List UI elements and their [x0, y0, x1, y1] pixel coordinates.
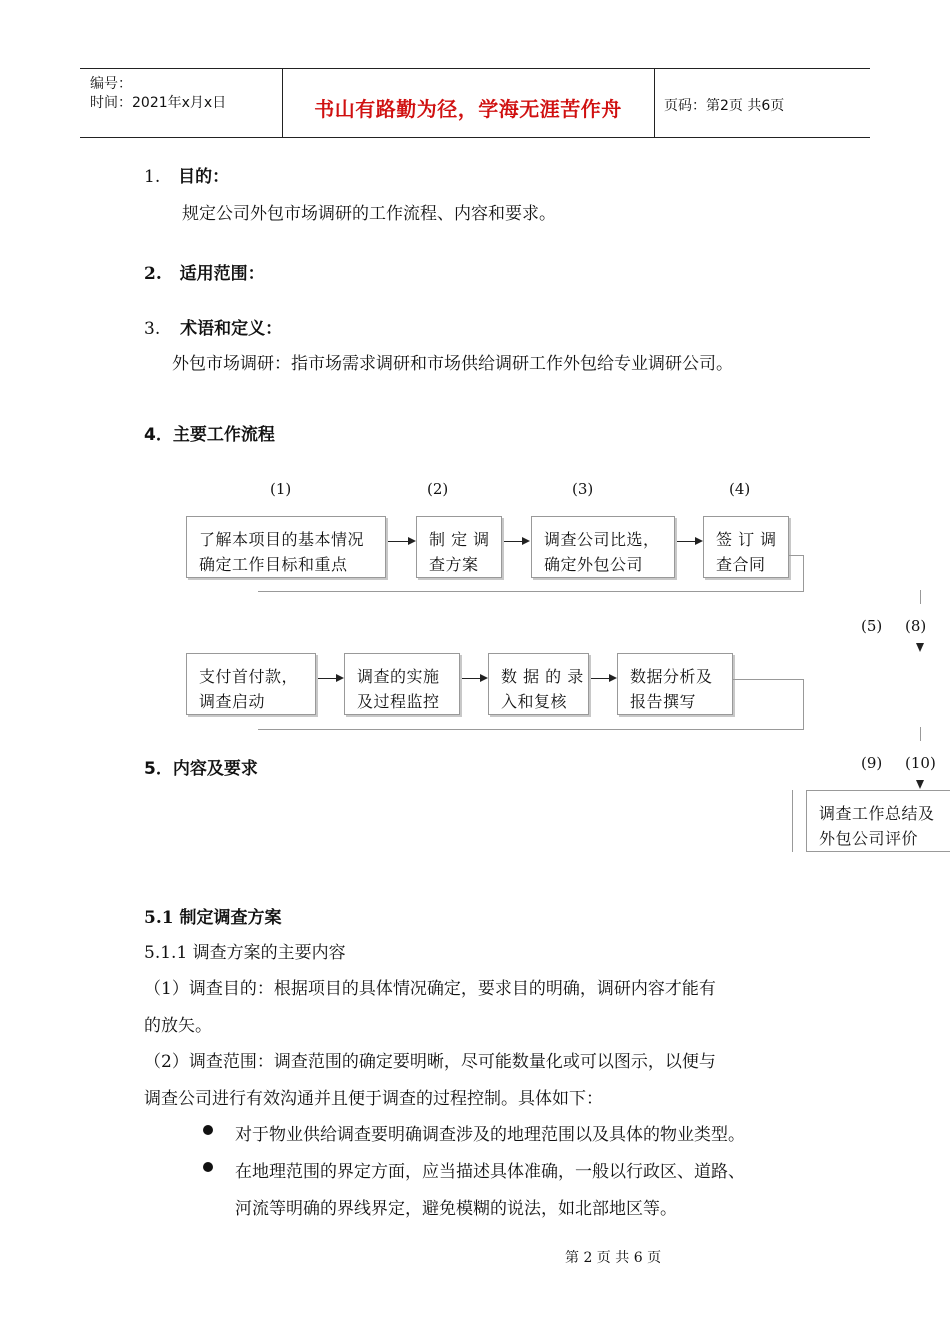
flow-box-text: 及过程监控 — [357, 692, 440, 711]
flow-connector — [258, 729, 804, 730]
bullet-item-2-line1: 在地理范围的界定方面，应当描述具体准确，一般以行政区、道路、 — [235, 1162, 745, 1182]
flow-box-text: 查合同 — [716, 555, 766, 574]
section-1-number: 1. — [144, 167, 161, 187]
header-left-cell — [80, 69, 283, 137]
header-motto-cell — [282, 69, 655, 137]
flow-box-text: 调查启动 — [199, 692, 266, 711]
header-table — [80, 68, 870, 138]
flow-connector — [920, 727, 921, 741]
flow-step-label-3: (3) — [572, 480, 594, 498]
document-time-label: 时间：2021年x月x日 — [90, 95, 227, 111]
flow-box-text: 调查工作总结及 — [819, 804, 935, 823]
bullet-item-2-line2: 河流等明确的界线界定，避免模糊的说法，如北部地区等。 — [235, 1199, 677, 1219]
flow-connector — [803, 679, 804, 729]
flow-arrow — [462, 678, 486, 679]
flow-box-data-entry — [488, 653, 589, 715]
flow-step-label-2: (2) — [427, 480, 449, 498]
paragraph-purpose-line2: 的放矢。 — [144, 1016, 212, 1036]
flow-box-text: 入和复核 — [501, 692, 568, 711]
bullet-icon — [203, 1125, 213, 1135]
flow-connector — [789, 555, 803, 556]
subsection-5-1-title: 5.1 制定调查方案 — [144, 908, 282, 928]
flow-step-label-4: (4) — [729, 480, 751, 498]
flow-arrow — [677, 541, 701, 542]
paragraph-purpose-line1: （1）调查目的：根据项目的具体情况确定，要求目的明确，调研内容才能有 — [144, 979, 716, 999]
flow-box-text: 支付首付款， — [199, 667, 299, 686]
flow-box-text: 调查公司比选， — [544, 530, 660, 549]
flow-box-text: 确定工作目标和重点 — [199, 555, 348, 574]
flow-box-text: 制 定 调 — [429, 530, 490, 549]
flow-arrow — [504, 541, 528, 542]
flow-arrow — [591, 678, 615, 679]
bullet-item-1: 对于物业供给调查要明确调查涉及的地理范围以及具体的物业类型。 — [235, 1125, 745, 1145]
section-2-number: 2. — [144, 264, 162, 284]
flow-box-text: 外包公司评价 — [819, 829, 919, 848]
flow-box-text: 查方案 — [429, 555, 479, 574]
document-number-label: 编号： — [90, 76, 132, 92]
flow-arrow — [318, 678, 342, 679]
flow-step-label-9: (9) — [861, 754, 883, 772]
bullet-icon — [203, 1162, 213, 1172]
section-3-body: 外包市场调研：指市场需求调研和市场供给调研工作外包给专业调研公司。 — [172, 354, 733, 374]
section-1-title: 目的： — [178, 167, 230, 187]
section-4-heading: 4．主要工作流程 — [144, 425, 275, 445]
flow-box-text: 调查的实施 — [357, 667, 440, 686]
paragraph-scope-line2: 调查公司进行有效沟通并且便于调查的过程控制。具体如下： — [144, 1089, 603, 1109]
header-page-info: 页码：第2页 共6页 — [664, 98, 785, 114]
header-page-cell — [654, 69, 870, 137]
flow-connector — [803, 555, 804, 592]
section-2-title: 适用范围： — [179, 264, 265, 284]
section-1-body: 规定公司外包市场调研的工作流程、内容和要求。 — [182, 204, 556, 224]
flow-arrow — [388, 541, 414, 542]
flow-connector — [733, 679, 803, 680]
flow-box-text: 了解本项目的基本情况 — [199, 530, 365, 549]
section-1-heading — [144, 162, 229, 187]
section-5-heading: 5．内容及要求 — [144, 759, 258, 779]
flow-box-implementation — [344, 653, 460, 715]
flow-box-summary — [806, 790, 950, 852]
section-3-title: 术语和定义： — [180, 319, 283, 339]
flow-box-select-company — [531, 516, 675, 578]
flow-box-text: 报告撰写 — [630, 692, 697, 711]
section-2-heading — [144, 259, 265, 284]
flow-step-label-10: (10) — [905, 754, 936, 772]
section-3-heading — [144, 314, 282, 339]
page-footer: 第 2 页 共 6 页 — [565, 1250, 662, 1266]
section-3-number: 3. — [144, 319, 161, 339]
flow-step-label-5: (5) — [861, 617, 883, 635]
flow-box-sign-contract — [703, 516, 789, 578]
paragraph-scope-line1: （2）调查范围：调查范围的确定要明晰，尽可能数量化或可以图示，以便与 — [144, 1052, 716, 1072]
flow-box-text: 数据分析及 — [630, 667, 713, 686]
flow-down-arrow — [916, 780, 924, 789]
flow-box-text: 签 订 调 — [716, 530, 777, 549]
header-motto: 书山有路勤为径，学海无涯苦作舟 — [314, 97, 622, 121]
flow-box-plan — [416, 516, 502, 578]
flow-box-understand-project — [186, 516, 386, 578]
flow-step-label-8: (8) — [905, 617, 927, 635]
flow-step-label-1: (1) — [270, 480, 292, 498]
subsection-5-1-1-title: 5.1.1 调查方案的主要内容 — [144, 943, 346, 963]
flow-connector — [920, 590, 921, 604]
flow-box-payment — [186, 653, 316, 715]
flow-box-analysis-report — [617, 653, 733, 715]
flow-down-arrow — [916, 643, 924, 652]
flow-box-edge — [792, 790, 793, 852]
flow-box-text: 数 据 的 录 — [501, 667, 584, 686]
flow-box-text: 确定外包公司 — [544, 555, 644, 574]
flow-connector — [258, 591, 804, 592]
